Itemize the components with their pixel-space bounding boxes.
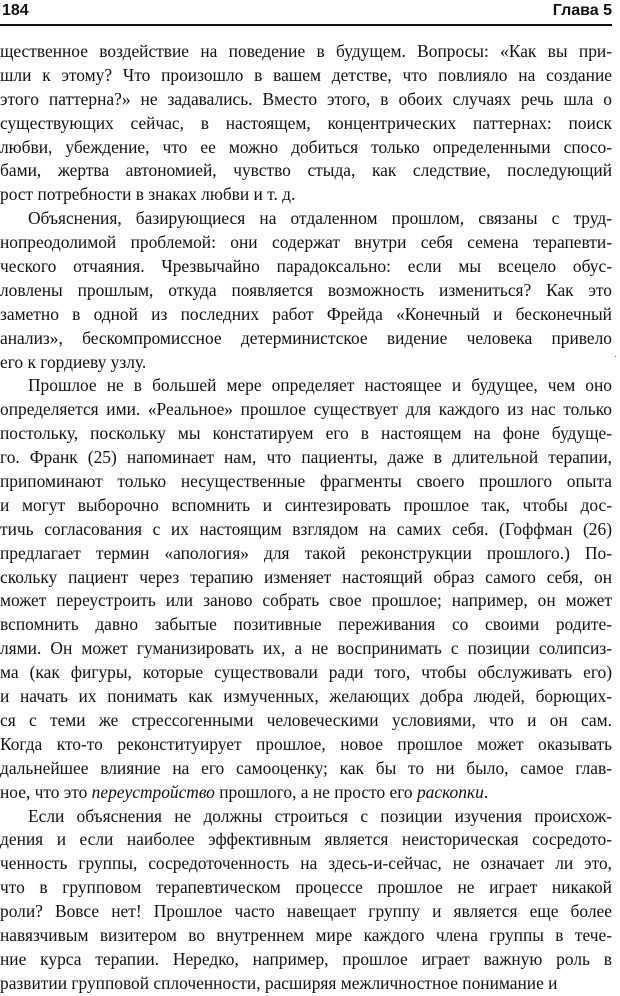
body-text bbox=[0, 40, 612, 996]
text-line bbox=[0, 303, 612, 327]
margin-mark: · bbox=[614, 352, 618, 363]
text-segment: существующих сейчас, в настоящем, концентрических паттернах: поиск bbox=[0, 112, 612, 133]
text-line bbox=[0, 255, 612, 279]
text-line bbox=[0, 876, 612, 900]
text-line bbox=[0, 159, 612, 183]
text-segment: бами, жертва автономией, чувство стыда, как следствие, последующий bbox=[0, 160, 612, 181]
text-line bbox=[0, 685, 612, 709]
text-line bbox=[0, 733, 612, 757]
text-line bbox=[0, 183, 612, 207]
text-line bbox=[0, 781, 612, 805]
text-line bbox=[0, 828, 612, 852]
text-line bbox=[0, 518, 612, 542]
italic-text: раскопки bbox=[416, 781, 484, 802]
text-line bbox=[0, 924, 612, 948]
text-line bbox=[0, 542, 612, 566]
text-segment: рост потребности в знаках любви и т. д. bbox=[0, 184, 296, 205]
text-line bbox=[0, 398, 612, 422]
text-segment: Когда кто-то реконституирует прошлое, новое прошлое может оказывать bbox=[0, 733, 612, 754]
text-segment: развитии групповой сплоченности, расширяя межличностное понимание и bbox=[0, 972, 558, 993]
text-line bbox=[0, 422, 612, 446]
text-line bbox=[0, 112, 612, 136]
text-line bbox=[0, 207, 612, 231]
text-segment: Если объяснения не должны строиться с позиции изучения происхож- bbox=[28, 805, 612, 826]
text-line bbox=[0, 494, 612, 518]
text-line bbox=[0, 637, 612, 661]
text-segment: и могут выборочно вспомнить и синтезировать прошлое так, чтобы дос- bbox=[0, 494, 612, 515]
text-segment: определяется ими. «Реальное» прошлое существует для каждого из нас только bbox=[0, 399, 612, 420]
text-segment: щественное воздействие на поведение в будущем. Вопросы: «Как вы при- bbox=[0, 41, 612, 61]
text-segment: нопреодолимой проблемой: они содержат внутри себя семена терапевти- bbox=[0, 232, 612, 253]
text-segment: дения и если наиболее эффективным является неисторическая сосредото- bbox=[0, 829, 612, 850]
text-segment: вспомнить давно забытые позитивные переживания со своими родите- bbox=[0, 614, 612, 635]
chapter-title: Глава 5 bbox=[552, 2, 612, 19]
text-segment: . bbox=[483, 781, 489, 802]
text-line bbox=[0, 805, 612, 829]
text-segment: ся с теми же стрессогенными человеческими условиями, что и он сам. bbox=[0, 709, 612, 730]
text-line bbox=[0, 589, 612, 613]
text-line bbox=[0, 661, 612, 685]
text-segment: тичь согласования с их настоящим взглядом на самих себя. (Гоффман (26) bbox=[0, 518, 612, 539]
text-segment: скольку пациент через терапию изменяет настоящий образ самого себя, он bbox=[0, 566, 612, 587]
text-segment: шли к этому? Что произошло в вашем детстве, что повлияло на создание bbox=[0, 64, 612, 85]
text-line bbox=[0, 852, 612, 876]
paragraph bbox=[0, 40, 612, 207]
paragraph bbox=[0, 207, 612, 374]
running-header bbox=[0, 0, 612, 26]
text-segment: припоминают только несущественные фрагменты своего прошлого опыта bbox=[0, 471, 612, 492]
text-segment: го. Франк (25) напоминает нам, что пациенты, даже в длительной терапии, bbox=[0, 447, 612, 468]
text-segment: Прошлое не в большей мере определяет настоящее и будущее, чем оно bbox=[28, 375, 612, 396]
text-segment: ловлены прошлым, откуда появляется возможность измениться? Как это bbox=[0, 279, 612, 300]
text-line bbox=[0, 446, 612, 470]
text-line bbox=[0, 136, 612, 160]
text-segment: анализ», бескомпромиссное детерминистское видение человека привело bbox=[0, 327, 612, 348]
text-line bbox=[0, 470, 612, 494]
paragraph bbox=[0, 805, 612, 996]
text-line bbox=[0, 88, 612, 112]
text-segment: ченность группы, сосредоточенность на здесь-и-сейчас, не означает ли это, bbox=[0, 853, 612, 874]
text-segment: ма (как фигуры, которые существовали ради того, чтобы обслуживать его) bbox=[0, 662, 612, 683]
text-segment: любви, убеждение, что ее можно добиться только определенными спосо- bbox=[0, 136, 612, 157]
text-segment: лями. Он может гуманизировать их, а не воспринимать с позиции солипсиз- bbox=[0, 638, 612, 659]
text-line bbox=[0, 327, 612, 351]
text-line bbox=[0, 900, 612, 924]
text-line bbox=[0, 351, 612, 375]
page-number: 184 bbox=[2, 2, 29, 19]
text-segment: ческого отчаяния. Чрезвычайно парадоксально: если мы всецело обус- bbox=[0, 256, 612, 277]
text-line bbox=[0, 613, 612, 637]
text-segment: роли? Вовсе нет! Прошлое часто навещает группу и является еще более bbox=[0, 901, 612, 922]
text-segment: прошлого, а не просто его bbox=[214, 781, 417, 802]
text-segment: постольку, поскольку мы констатируем его в настоящем на фоне будуще- bbox=[0, 423, 612, 444]
text-line bbox=[0, 279, 612, 303]
text-line bbox=[0, 40, 612, 64]
text-segment: ние курса терапии. Нередко, например, прошлое играет важную роль в bbox=[0, 948, 612, 969]
text-segment: этого паттерна?» не задавались. Вместо этого, в обоих случаях речь шла о bbox=[0, 88, 612, 109]
text-line bbox=[0, 64, 612, 88]
paragraph bbox=[0, 374, 612, 804]
italic-text: переустройство bbox=[91, 781, 215, 802]
text-segment: и начать их понимать как измученных, желающих добра людей, борющих- bbox=[0, 686, 612, 707]
text-line bbox=[0, 757, 612, 781]
text-segment: ное, что это bbox=[0, 781, 92, 802]
header-rule bbox=[0, 24, 612, 26]
text-segment: дальнейшее влияние на его самооценку; как бы то ни было, самое глав- bbox=[0, 757, 612, 778]
text-line bbox=[0, 566, 612, 590]
text-segment: предлагает термин «апология» для такой реконструкции прошлого.) По- bbox=[0, 542, 612, 563]
text-segment: его к гордиеву узлу. bbox=[0, 351, 147, 372]
text-segment: Объяснения, базирующиеся на отдаленном прошлом, связаны с труд- bbox=[28, 208, 612, 229]
text-line bbox=[0, 231, 612, 255]
text-segment: заметно в одной из последних работ Фрейда «Конечный и бесконечный bbox=[0, 303, 612, 324]
text-segment: что в групповом терапевтическом процессе прошлое не играет никакой bbox=[0, 877, 612, 898]
text-line bbox=[0, 374, 612, 398]
text-segment: может переустроить или заново собрать свое прошлое; например, он может bbox=[0, 590, 612, 611]
text-line bbox=[0, 948, 612, 972]
text-line bbox=[0, 709, 612, 733]
text-segment: навязчивым визитером во внутреннем мире каждого члена группы в тече- bbox=[0, 924, 612, 945]
text-line bbox=[0, 972, 612, 996]
